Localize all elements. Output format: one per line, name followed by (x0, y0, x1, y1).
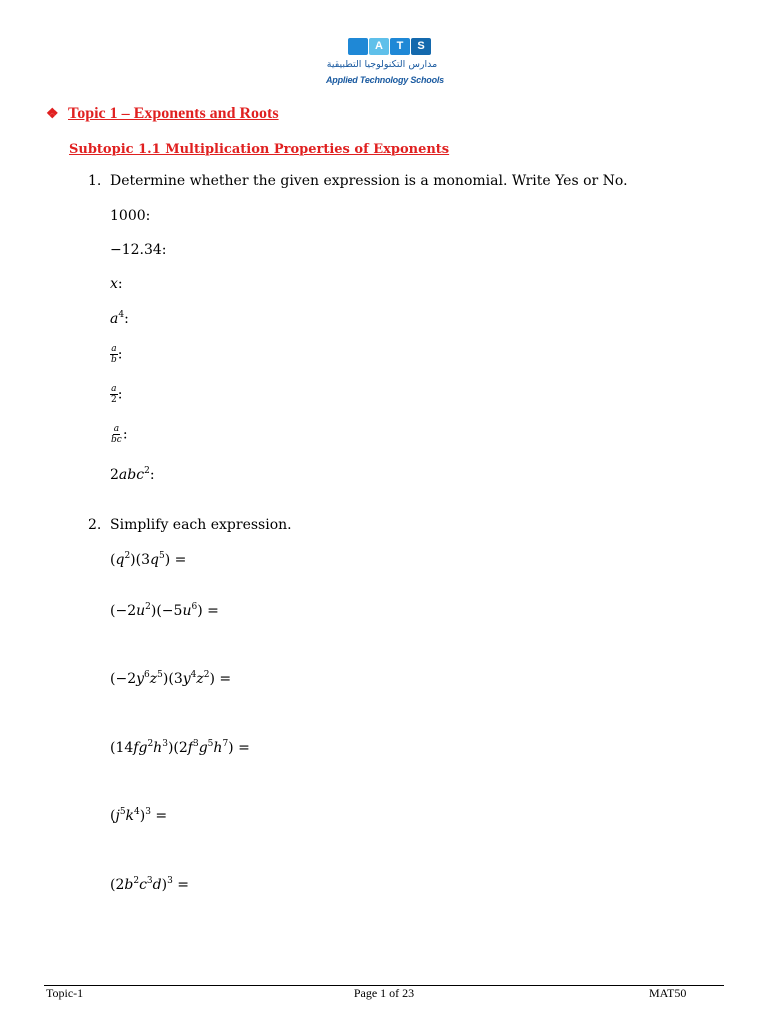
monomial-item-negative-decimal: −12.34: (110, 242, 167, 258)
monomial-item-a-over-bc: $\frac{a}{bc}$ : (111, 424, 128, 445)
question-1-text: Determine whether the given expression is a monomial. Write Yes or No. (110, 173, 628, 189)
monomial-item-2abc2: 2abc$^2$: (110, 466, 155, 483)
footer-topic-label: Topic-1 (46, 986, 84, 1000)
monomial-item-a-over-b: $\frac{a}{b}$ : (111, 344, 123, 365)
subtopic-heading: Subtopic 1.1 Multiplication Properties of Exponents (69, 142, 450, 157)
monomial-item-a-over-2: $\frac{a}{2}$ : (111, 384, 123, 405)
logo-tile: T (390, 38, 410, 55)
question-1-number: 1. (88, 173, 102, 189)
question-2-text: Simplify each expression. (110, 517, 292, 533)
footer-page-number: Page 1 of 23 (353, 986, 415, 1000)
expression-5: $(j^5k^4)^3$ = (110, 807, 168, 824)
school-logo (326, 36, 444, 92)
monomial-item-x: x: (110, 276, 123, 292)
topic-title: Topic 1 – Exponents and Roots (68, 105, 279, 122)
expression-6: $(2b^2c^3d)^3$ = (110, 876, 190, 893)
expression-1: $(q^2)(3q^5)$ = (110, 551, 187, 568)
logo-arabic-name: مدارس التكنولوجيا التطبيقية (326, 59, 438, 70)
question-2-number: 2. (88, 517, 102, 533)
logo-english-name: Applied Technology Schools (326, 75, 444, 85)
monomial-item-1000: 1000: (110, 208, 151, 224)
expression-3: $(-2y^6z^5)(3y^4z^2)$ = (110, 670, 232, 687)
topic-heading (46, 105, 279, 123)
diamond-bullet-icon: ❖ (46, 107, 59, 122)
logo-tile: A (369, 38, 389, 55)
logo-tile (348, 38, 368, 55)
expression-2: $(-2u^2)(-5u^6)$ = (110, 602, 219, 619)
logo-tile: S (411, 38, 431, 55)
footer-course-code: MAT50 (649, 986, 687, 1000)
expression-4: $(14fg^2h^3)(2f^3g^5h^7)$ = (110, 739, 250, 756)
monomial-item-a-power-4: $a^4$: (110, 310, 129, 327)
